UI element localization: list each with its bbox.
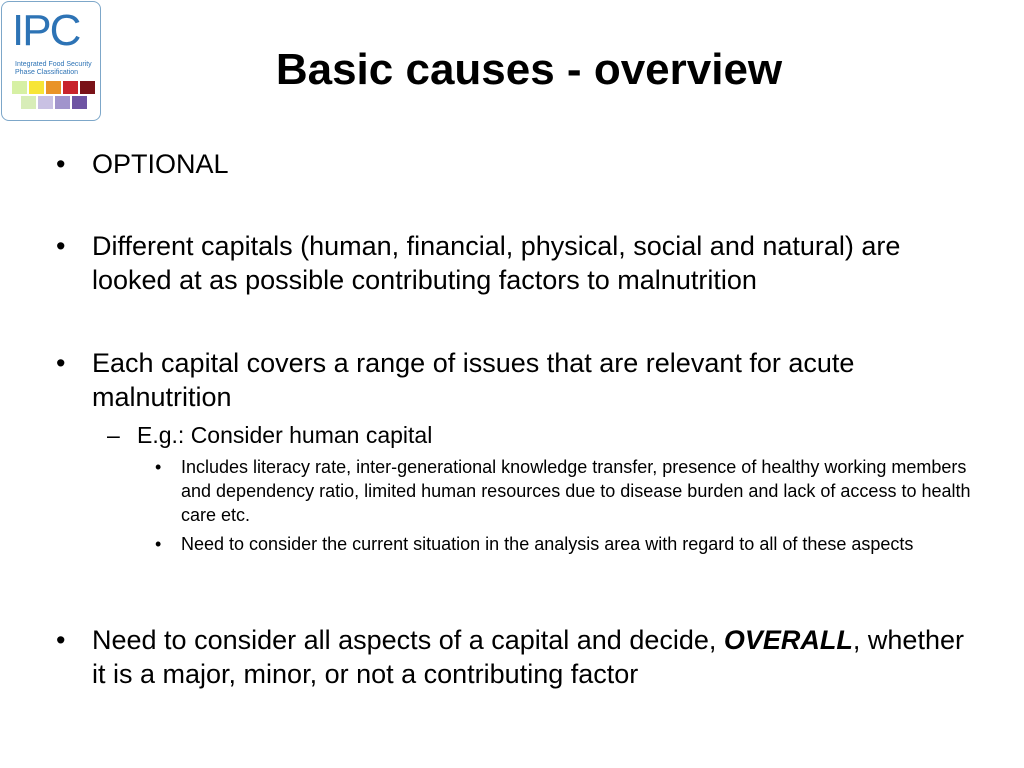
logo-subtitle-line2: Phase Classification [15,69,79,76]
bullet-capitals: • Different capitals (human, financial, physical, social and natural) are looked at as possible contributing factors to malnutrition [92,229,972,297]
overall-emphasis: OVERALL [723,625,853,655]
bullet-overall-text-before: Need to consider all aspects of a capital and decide, [92,625,724,655]
sub-bullet-example: – E.g.: Consider human capital [137,420,977,450]
slide-title: Basic causes - overview [275,45,783,94]
bullet-optional: • OPTIONAL [92,147,972,181]
sub-sub-bullet-consider: • Need to consider the current situation in the analysis area with regard to all of these aspects [181,532,981,556]
bullet-capital-issues: • Each capital covers a range of issues that are relevant for acute malnutrition [92,346,972,414]
sub-sub-bullet-includes: • Includes literacy rate, inter-generational knowledge transfer, presence of healthy working members and dependency ratio, limited human resources due to disease burden and lack of access to health care etc. [181,455,981,527]
logo-subtitle-line1: Integrated Food Security [15,61,92,68]
bullet-overall-decision [92,623,972,691]
bullet-overall-text-after: , whether it is a major, minor, or not a contributing factor [92,625,964,689]
logo-acronym: IPC [12,6,80,55]
